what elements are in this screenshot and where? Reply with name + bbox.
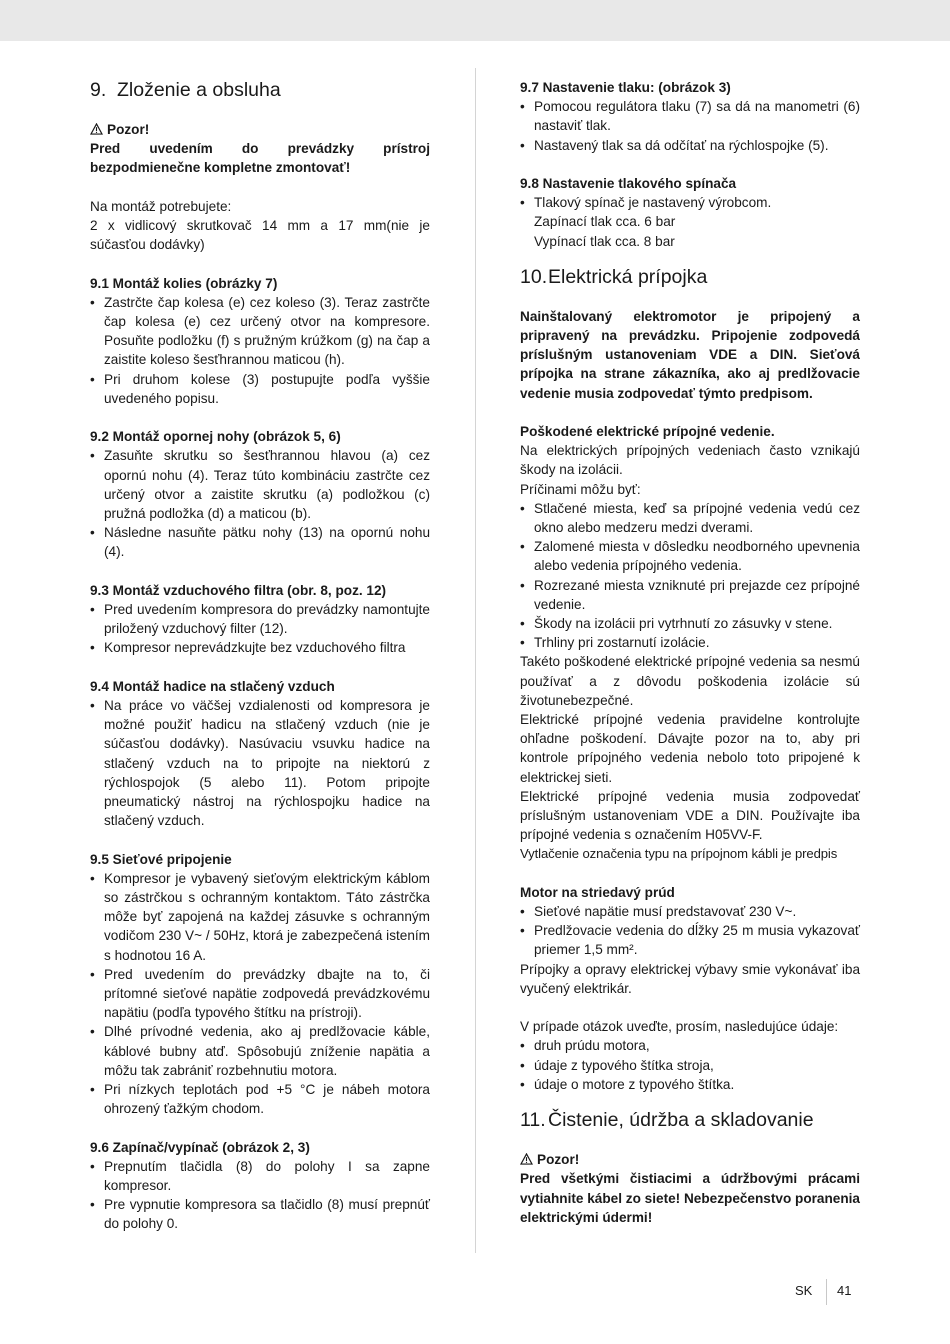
list-item: • Kompresor neprevádzkujte bez vzduchového filtra bbox=[90, 638, 430, 657]
top-bar bbox=[0, 0, 950, 41]
list-item: • Stlačené miesta, keď sa prípojné vedenia vedú cez okno alebo medzeru medzi dverami. bbox=[520, 499, 860, 537]
list-item: • Nastavený tlak sa dá odčítať na rýchlospojke (5). bbox=[520, 136, 860, 155]
list-item: • Predlžovacie vedenia do dĺžky 25 m musia vykazovať priemer 1,5 mm². bbox=[520, 921, 860, 959]
subsection-9-8-list bbox=[520, 193, 860, 212]
questions-intro: V prípade otázok uveďte, prosím, nasledujúce údaje: bbox=[520, 1019, 839, 1035]
footer-divider bbox=[826, 1279, 827, 1305]
page-number: 41 bbox=[837, 1283, 852, 1298]
subsection-9-7-list bbox=[520, 97, 860, 155]
section-number: 9. bbox=[90, 79, 107, 101]
ac-motor-title: Motor na striedavý prúd bbox=[520, 884, 675, 900]
paragraph: Na elektrických prípojných vedeniach často vznikajú škody na izolácii. bbox=[520, 443, 860, 478]
paragraph: Elektrické prípojné vedenia pravidelne kontrolujte ohľadne poškodení. Dávajte pozor na to, aby pri kontrole prípojného vedenia nebolo toto pripojené k elektrickej sieti. bbox=[520, 712, 860, 785]
subsection-9-1-list bbox=[90, 293, 430, 408]
list-item: • Pred uvedením do prevádzky dbajte na to, či prítomné sieťové napätie zodpovedá prevádzkovému napätiu (podľa typového štítku na prístroji). bbox=[90, 965, 430, 1023]
list-item: • Dlhé prívodné vedenia, ako aj predlžovacie káble, káblové bubny atď. Spôsobujú zníženie napätia a môžu tak zabrániť rozbehnutiu motora. bbox=[90, 1022, 430, 1080]
subsection-9-2-title: 9.2 Montáž opornej nohy (obrázok 5, 6) bbox=[90, 429, 341, 445]
list-item: • Trhliny pri zostarnutí izolácie. bbox=[520, 633, 860, 652]
warning-text: Pred všetkými čistiacimi a údržbovými prácami vytiahnite kábel zo siete! Nebezpečenstvo poranenia elektrickými údermi! bbox=[520, 1171, 860, 1225]
section-9-heading bbox=[90, 78, 430, 102]
section-title: Čistenie, údržba a skladovanie bbox=[548, 1109, 814, 1132]
needs-intro: Na montáž potrebujete: bbox=[90, 198, 232, 214]
paragraph: Príčinami môžu byť: bbox=[520, 481, 641, 497]
paragraph: Takéto poškodené elektrické prípojné vedenia sa nesmú používať a z dôvodu poškodenia izolácie sú životunebezpečné. bbox=[520, 654, 860, 708]
subsection-9-6-list bbox=[90, 1157, 430, 1234]
section-title: Zloženie a obsluha bbox=[117, 79, 281, 101]
list-item: • Tlakový spínač je nastavený výrobcom. bbox=[520, 193, 860, 212]
section-10-intro: Nainštalovaný elektromotor je pripojený a pripravený na prevádzku. Pripojenie zodpovedá príslušným ustanoveniam VDE a DIN. Sieťová prípojka na strane zákazníka, ako aj predlžovacie vedenie musia zodpovedať týmto predpisom. bbox=[520, 308, 860, 401]
subsection-9-1-title: 9.1 Montáž kolies (obrázky 7) bbox=[90, 275, 278, 291]
paragraph: Elektrické prípojné vedenia musia zodpovedať príslušným ustanoveniam VDE a DIN. Používajte iba prípojné vedenia s označením H05VV-F. bbox=[520, 788, 860, 843]
warning-text: Pred uvedením do prevádzky prístroj bezpodmienečne kompletne zmontovať! bbox=[90, 141, 430, 176]
list-item: • údaje o motore z typového štítka. bbox=[520, 1075, 860, 1094]
list-item: • údaje z typového štítka stroja, bbox=[520, 1056, 860, 1075]
language-code: SK bbox=[795, 1283, 813, 1298]
subsection-9-8-title: 9.8 Nastavenie tlakového spínača bbox=[520, 176, 737, 191]
subsection-9-6-title: 9.6 Zapínač/vypínač (obrázok 2, 3) bbox=[90, 1139, 310, 1155]
ac-motor-list bbox=[520, 902, 860, 960]
paragraph: Vytlačenie označenia typu na prípojnom kábli je predpis bbox=[520, 846, 838, 862]
subsection-9-3-title: 9.3 Montáž vzduchového filtra (obr. 8, poz. 12) bbox=[90, 582, 387, 598]
right-column bbox=[520, 78, 860, 1227]
list-item: • Zastrčte čap kolesa (e) cez koleso (3). Teraz zastrčte čap kolesa (e) cez určený otvor na kompresore. Posuňte podložku (f) s pružným krúžkom (g) na čap a zaistite koleso šesťhrannou maticou (h). bbox=[90, 293, 430, 370]
list-item: • Škody na izolácii pri vytrhnutí zo zásuvky v stene. bbox=[520, 614, 860, 633]
subsection-9-5-list bbox=[90, 869, 430, 1119]
list-item: • druh prúdu motora, bbox=[520, 1036, 860, 1055]
list-item: • Pri nízkych teplotách pod +5 °C je nábeh motora ohrozený ťažkým chodom. bbox=[90, 1080, 430, 1118]
list-item: • Kompresor je vybavený sieťovým elektrickým káblom so zástrčkou s ochranným kontaktom. Táto zástrčka môže byť zapojená na každej zásuvke s ochranným vodičom 230 V~ / 50Hz, ktorá je zabezpečená istením s hodnotou 16 A. bbox=[90, 869, 430, 965]
section-11-heading bbox=[520, 1108, 860, 1132]
switch-off-pressure: Vypínací tlak cca. 8 bar bbox=[534, 233, 675, 249]
list-item: • Zasuňte skrutku so šesťhrannou hlavou (a) cez opornú nohu (4). Teraz túto kombináciu zastrčte cez určený otvor a zaistite skrutku (a) podložkou (c) pružná podložka (d) a maticou (b). bbox=[90, 446, 430, 523]
subsection-9-3-list bbox=[90, 600, 430, 658]
warning-label: Pozor! bbox=[90, 120, 430, 139]
list-item: • Zalomené miesta v dôsledku neodborného upevnenia alebo vedenia prípojného vedenia. bbox=[520, 537, 860, 575]
needs-text: 2 x vidlicový skrutkovač 14 mm a 17 mm(nie je súčasťou dodávky) bbox=[90, 218, 430, 253]
section-number: 10. bbox=[520, 265, 548, 288]
section-number: 11. bbox=[520, 1109, 546, 1132]
warning-triangle-icon bbox=[520, 1153, 533, 1165]
list-item: • Prepnutím tlačidla (8) do polohy I sa zapne kompresor. bbox=[90, 1157, 430, 1195]
list-item: • Pred uvedením kompresora do prevádzky namontujte priložený vzduchový filter (12). bbox=[90, 600, 430, 638]
list-item: • Na práce vo väčšej vzdialenosti od kompresora je možné použiť hadicu na stlačený vzduch (nie je súčasťou dodávky). Nasúvaciu vsuvku hadice na stlačený vzduch na to pripojte na niektorú z rýchlospojok (5 alebo 11). Potom pripojte pneumatický nástroj na rýchlospojku hadice na stlačený vzduch. bbox=[90, 696, 430, 830]
questions-list bbox=[520, 1036, 860, 1094]
list-item: • Pri druhom kolese (3) postupujte podľa vyššie uvedeného popisu. bbox=[90, 370, 430, 408]
subsection-9-4-title: 9.4 Montáž hadice na stlačený vzduch bbox=[90, 678, 335, 694]
subsection-9-5-title: 9.5 Sieťové pripojenie bbox=[90, 851, 232, 867]
list-item: • Sieťové napätie musí predstavovať 230 V~. bbox=[520, 902, 860, 921]
switch-on-pressure: Zapínací tlak cca. 6 bar bbox=[534, 214, 676, 230]
paragraph: Prípojky a opravy elektrickej výbavy smie vykonávať iba vyučený elektrikár. bbox=[520, 961, 860, 996]
damaged-cable-title: Poškodené elektrické prípojné vedenie. bbox=[520, 424, 775, 440]
section-title: Elektrická prípojka bbox=[548, 265, 708, 288]
subsection-9-4-list bbox=[90, 696, 430, 830]
damage-causes-list bbox=[520, 499, 860, 653]
list-item: • Pre vypnutie kompresora sa tlačidlo (8) musí prepnúť do polohy 0. bbox=[90, 1195, 430, 1233]
subsection-9-7-title: 9.7 Nastavenie tlaku: (obrázok 3) bbox=[520, 80, 731, 95]
list-item: • Pomocou regulátora tlaku (7) sa dá na manometri (6) nastaviť tlak. bbox=[520, 97, 860, 135]
warning-triangle-icon bbox=[90, 123, 103, 135]
column-divider bbox=[475, 68, 476, 1253]
list-item: • Následne nasuňte pätku nohy (13) na opornú nohu (4). bbox=[90, 523, 430, 561]
warning-label: Pozor! bbox=[520, 1150, 860, 1169]
section-10-heading bbox=[520, 265, 860, 289]
list-item: • Rozrezané miesta vzniknuté pri prejazde cez prípojné vedenie. bbox=[520, 576, 860, 614]
left-column bbox=[90, 78, 430, 1234]
subsection-9-2-list bbox=[90, 446, 430, 561]
